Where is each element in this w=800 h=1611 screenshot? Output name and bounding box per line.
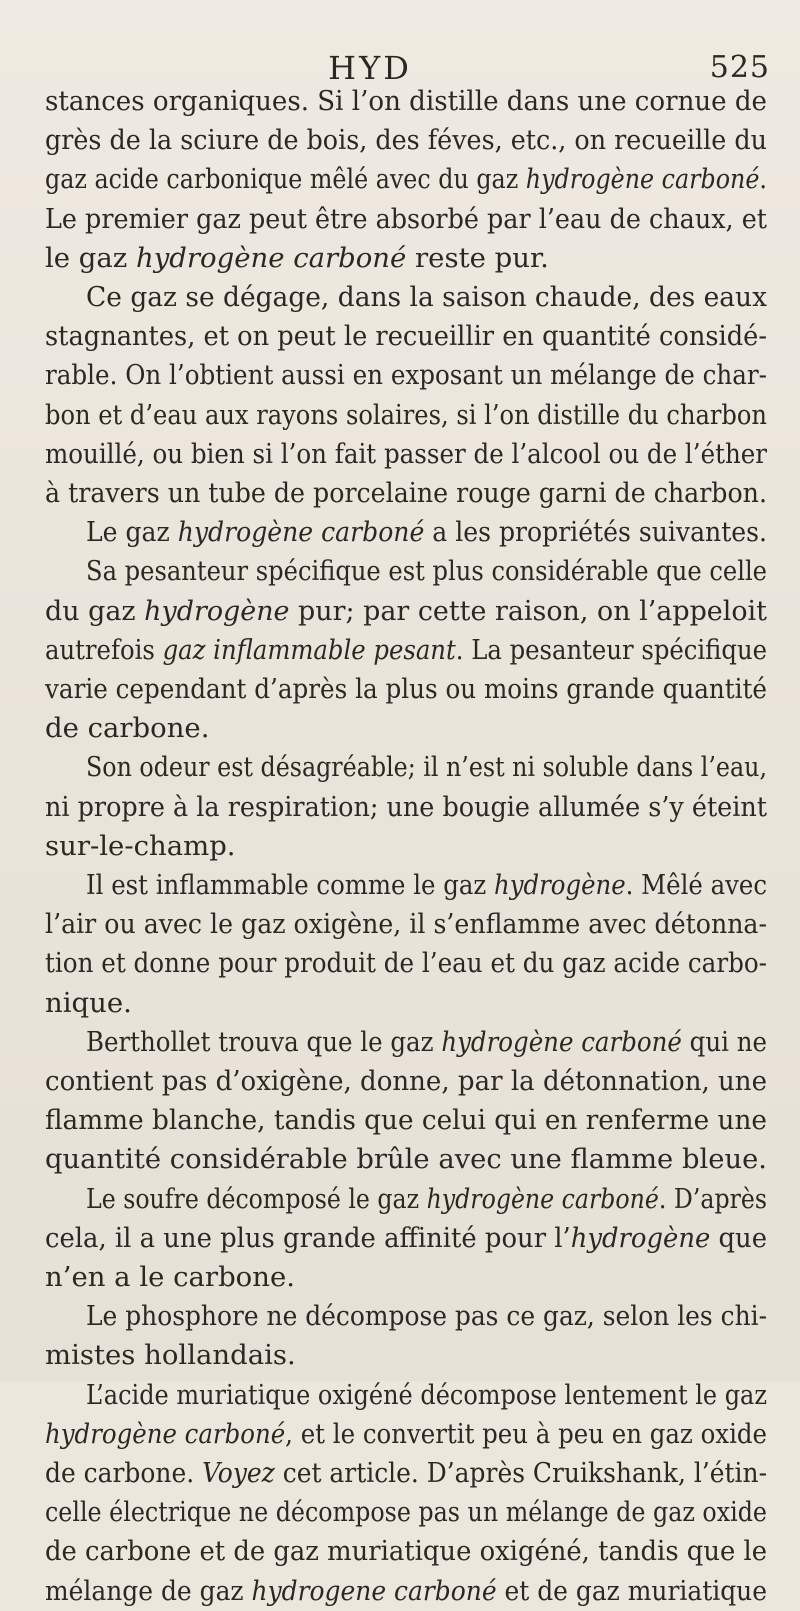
text-line-content: Le gaz hydrogène carboné a les propriétés suivantes.: [86, 516, 767, 549]
italic-term: hydrogène: [144, 594, 290, 627]
text-line: [45, 160, 800, 199]
text-line: [86, 866, 800, 905]
text-line: [86, 1297, 800, 1336]
text-line-content: tion et donne pour produit de l’eau et du gaz acide carbo-: [45, 947, 767, 980]
italic-term: hydrogène: [570, 1221, 711, 1254]
text-line: [45, 1219, 800, 1258]
text-line: [45, 592, 782, 631]
text-line-content: de carbone.: [45, 712, 210, 745]
text-line: [45, 1493, 800, 1532]
text-line: [45, 1258, 295, 1297]
text-line: [45, 670, 800, 709]
text-line: [86, 513, 800, 552]
text-line: [45, 944, 800, 983]
text-line: [45, 239, 549, 278]
italic-term: hydrogène carboné: [525, 163, 760, 196]
text-line: [86, 552, 800, 591]
text-line-content: Son odeur est désagréable; il n’est ni soluble dans l’eau,: [86, 751, 767, 784]
italic-term: hydrogène carboné: [426, 1182, 659, 1215]
italic-term: hydrogène: [494, 869, 626, 901]
text-line-content: l’air ou avec le gaz oxigène, il s’enflamme avec détonna-: [45, 908, 767, 941]
text-line: [45, 317, 800, 356]
text-line: [45, 200, 800, 239]
text-line: [45, 396, 800, 435]
text-line-content: rable. On l’obtient aussi en exposant un mélange de char-: [45, 359, 767, 392]
text-line-content: nique.: [45, 986, 132, 1019]
text-line-content: Le soufre décomposé le gaz hydrogène carboné. D’après: [86, 1182, 767, 1215]
text-line-content: de carbone et de gaz muriatique oxigéné, tandis que le: [45, 1535, 767, 1568]
text-line-content: Le phosphore ne décompose pas ce gaz, selon les chi-: [86, 1300, 767, 1333]
text-line: [45, 1336, 296, 1375]
text-line-content: quantité considérable brûle avec une flamme bleue.: [45, 1143, 767, 1176]
text-line-content: autrefois gaz inflammable pesant. La pesanteur spécifique: [45, 633, 767, 666]
running-head: HYD: [328, 49, 412, 87]
text-line: [45, 1062, 800, 1101]
text-line: [45, 1454, 800, 1493]
text-line-content: de carbone. Voyez cet article. D’après Cruikshank, l’étin-: [45, 1457, 767, 1489]
text-line-content: stances organiques. Si l’on distille dans une cornue de: [45, 85, 767, 117]
text-line-content: Il est inflammable comme le gaz hydrogène. Mêlé avec: [86, 869, 767, 901]
text-line: [45, 1532, 800, 1571]
text-line: [86, 1376, 800, 1415]
text-line: [45, 984, 132, 1023]
text-line-content: Sa pesanteur spécifique est plus considérable que celle: [86, 555, 767, 588]
text-line: [45, 121, 800, 160]
text-line-content: n’en a le carbone.: [45, 1261, 295, 1293]
italic-term: hydrogène carboné: [45, 1417, 286, 1450]
text-line: [86, 1023, 800, 1062]
text-line-content: mouillé, ou bien si l’on fait passer de l’alcool ou de l’éther: [45, 437, 767, 470]
text-line: [86, 1180, 800, 1219]
text-line-content: contient pas d’oxigène, donne, par la détonnation, une: [45, 1065, 767, 1097]
italic-term: hydrogene carboné: [251, 1574, 497, 1607]
italic-term: Voyez: [202, 1457, 275, 1489]
text-line: [45, 474, 800, 513]
text-line-content: mistes hollandais.: [45, 1339, 296, 1372]
italic-term: hydrogène carboné: [177, 516, 425, 549]
text-line: [45, 788, 800, 827]
text-line-content: bon et d’eau aux rayons solaires, si l’on distille du charbon: [45, 398, 767, 431]
text-line: [45, 709, 209, 748]
text-line: [45, 356, 800, 395]
text-line-content: Le premier gaz peut être absorbé par l’eau de chaux, et: [45, 202, 767, 235]
text-line-content: hydrogène carboné, et le convertit peu à peu en gaz oxide: [45, 1417, 767, 1450]
text-line-content: mélange de gaz hydrogene carboné et de gaz muriatique: [45, 1574, 767, 1607]
italic-term: hydrogène carboné: [441, 1025, 682, 1058]
text-line: [45, 82, 800, 121]
text-line-content: celle électrique ne décompose pas un mélange de gaz oxide: [45, 1496, 767, 1529]
text-line: [45, 827, 236, 866]
text-line-content: sur-le-champ.: [45, 829, 236, 862]
text-line: [45, 631, 800, 670]
text-line-content: varie cependant d’après la plus ou moins grande quantité: [45, 673, 767, 705]
text-line-content: gaz acide carbonique mêlé avec du gaz hydrogène carboné.: [45, 163, 767, 196]
text-line-content: le gaz hydrogène carboné reste pur.: [45, 241, 549, 274]
italic-term: hydrogène carboné: [136, 241, 407, 274]
text-line: [45, 905, 800, 944]
text-line: [86, 748, 800, 787]
italic-term: gaz inflammable pesant: [162, 633, 456, 666]
text-line-content: du gaz hydrogène pur; par cette raison, on l’appeloit: [45, 594, 767, 627]
text-line-content: cela, il a une plus grande affinité pour l’hydrogène que: [45, 1221, 767, 1254]
text-line: [45, 1572, 800, 1611]
text-line: [45, 1140, 770, 1179]
text-line-content: Ce gaz se dégage, dans la saison chaude, des eaux: [86, 281, 767, 313]
text-line-content: grès de la sciure de bois, des féves, etc., on recueille du: [45, 124, 767, 157]
text-line: [86, 278, 794, 317]
page-number: 525: [709, 50, 770, 85]
text-line-content: stagnantes, et on peut le recueillir en quantité considé-: [45, 320, 767, 353]
text-line: [45, 1415, 800, 1454]
text-line: [45, 1101, 800, 1140]
text-line-content: L’acide muriatique oxigéné décompose lentement le gaz: [86, 1378, 767, 1411]
text-line-content: flamme blanche, tandis que celui qui en renferme une: [45, 1104, 767, 1137]
text-line-content: Berthollet trouva que le gaz hydrogène carboné qui ne: [86, 1025, 767, 1058]
text-line-content: ni propre à la respiration; une bougie allumée s’y éteint: [45, 790, 767, 823]
text-line-content: à travers un tube de porcelaine rouge garni de charbon.: [45, 477, 767, 509]
text-line: [45, 435, 800, 474]
